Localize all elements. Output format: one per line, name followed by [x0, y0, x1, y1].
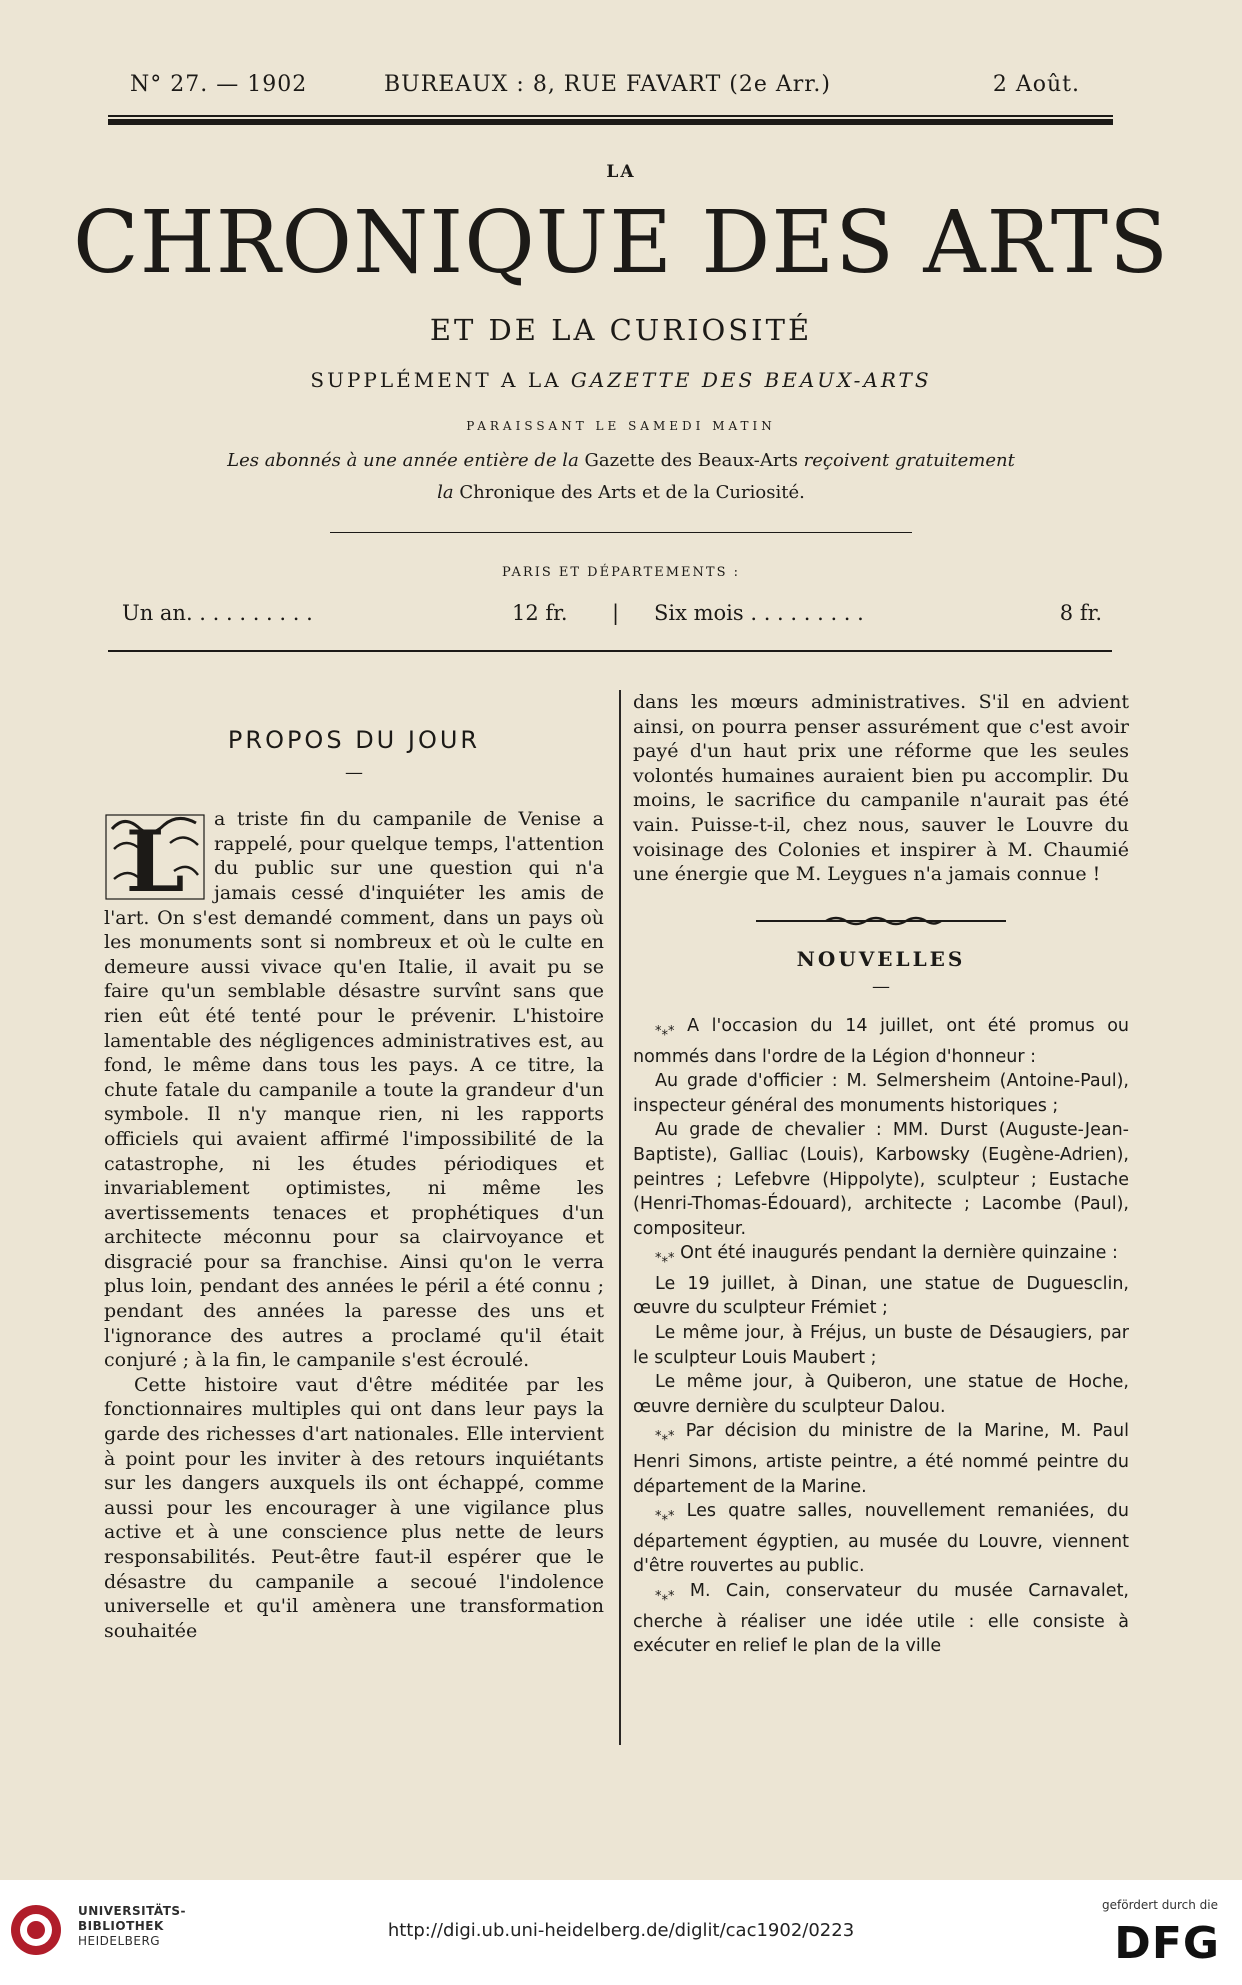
uni-line2: BIBLIOTHEK	[78, 1919, 164, 1933]
uni-line3: HEIDELBERG	[78, 1934, 161, 1948]
asterism-4: *⁎*	[655, 1509, 675, 1525]
masthead-title: CHRONIQUE DES ARTS	[73, 193, 1169, 293]
news-item-1-text: A l'occasion du 14 juillet, ont été promus ou nommés dans l'ordre de la Légion d'honneur :	[633, 1015, 1129, 1067]
subscriber-note-line1	[0, 450, 1242, 471]
subscription-prices	[122, 601, 1102, 631]
news-item-1b: Au grade de chevalier : MM. Durst (Auguste-Jean-Baptiste), Galliac (Louis), Karbowsky (Eugène-Adrien), peintres ; Lefebvre (Hippolyte), sculpteur ; Eustache (Henri-Thomas-Édouard), architecte ; Lacombe (Paul), compositeur.	[633, 1120, 1129, 1239]
supplement-gazette: GAZETTE DES BEAUX-ARTS	[570, 368, 932, 392]
prices-rule	[108, 650, 1112, 652]
subscriber-note-line2	[0, 482, 1242, 503]
subscription-region: PARIS ET DÉPARTEMENTS :	[501, 565, 741, 580]
masthead-divider	[330, 532, 912, 533]
top-rule-thin	[108, 115, 1113, 117]
subscriber-note-a: Les abonnés à une année entière de la	[227, 450, 585, 471]
source-url[interactable]: http://digi.ub.uni-heidelberg.de/diglit/cac1902/0223	[387, 1920, 855, 1941]
bureaux-address: BUREAUX : 8, RUE FAVART (2e Arr.)	[384, 72, 831, 97]
subscriber-note-b: Gazette des Beaux-Arts	[584, 450, 798, 471]
asterism-5: *⁎*	[655, 1589, 675, 1604]
nouvelles-dash: —	[872, 976, 890, 998]
news-item-4	[633, 1499, 1129, 1579]
news-item-1a: Au grade d'officier : M. Selmersheim (Antoine-Paul), inspecteur général des monuments historiques ;	[633, 1071, 1129, 1116]
subscriber-note-c: reçoivent gratuitement	[797, 450, 1015, 471]
news-item-1	[633, 1014, 1129, 1069]
dfg-logo: DFG	[1114, 1918, 1220, 1969]
propos-paragraph-2: Cette histoire vaut d'être méditée par les fonctionnaires multiples qui ont dans leur pays la garde des richesses d'art nationales. Elle intervient à point pour les inviter à des retours inquiétants sur les dangers auxquels ils ont échappé, comme aussi pour les encourager à une vigilance plus active et à une conscience plus nette de leurs responsabilités. Peut-être faut-il espérer que le désastre du campanile a secoué l'indolence universelle et qu'il amènera une transformation souhaitée	[104, 1373, 604, 1642]
issue-date: 2 Août.	[992, 72, 1080, 97]
asterism-2: *⁎*	[655, 1251, 675, 1267]
news-item-2	[633, 1241, 1129, 1272]
section-ornament	[756, 913, 1006, 929]
asterism-1: *⁎*	[655, 1023, 675, 1039]
news-item-2-text: Ont été inaugurés pendant la dernière quinzaine :	[680, 1243, 1118, 1264]
masthead-subtitle: ET DE LA CURIOSITÉ	[429, 313, 813, 347]
news-item-3	[633, 1419, 1129, 1499]
masthead-la: LA	[606, 162, 636, 182]
propos-lead	[104, 807, 604, 1373]
dropcap-l-ornament	[104, 809, 206, 903]
issue-number: N° 27. — 1902	[130, 72, 308, 97]
propos-paragraph-1: a triste fin du campanile de Venise a rappelé, pour quelque temps, l'attention du public sur une question qui n'a jamais cessé d'inquiéter les amis de l'art. On s'est demandé comment, dans un pays où les monuments sont si nombreux et où le culte en demeure aussi vivace qu'en Italie, il avait pu se faire qu'un semblable désastre survînt sans que rien eût été tenté pour le prévenir. L'histoire lamentable des négligences administratives est, au fond, le même dans tous les pays. A ce titre, la chute fatale du campanile a toute la grandeur d'un symbole. Il n'y manque rien, ni les rapports officiels qui avaient affirmé l'impossibilité de la catastrophe, ni les études périodiques et invariablement optimistes, ni même les avertissements tenaces et prophétiques d'un architecte méconnu pour sa clairvoyance et disgracié pour sa franchise. Ainsi qu'on le verra plus loin, pendant des années le péril a été connu ; pendant des années la paresse des uns et l'ignorance des autres a proclamé qu'il était conjuré ; à la fin, le campanile s'est écroulé.	[104, 808, 604, 1372]
news-item-5	[633, 1579, 1129, 1659]
subscriber-note-e: Chronique des Arts et de la Curiosité.	[459, 482, 805, 503]
news-item-3-text: Par décision du ministre de la Marine, M. Paul Henri Simons, artiste peintre, a été nommé peintre du département de la Marine.	[633, 1421, 1129, 1497]
left-column	[104, 690, 604, 1643]
price-separator: |	[612, 601, 620, 625]
news-item-5-text: M. Cain, conservateur du musée Carnavalet, cherche à réaliser une idée utile : elle consiste à exécuter en relief le plan de la ville	[633, 1581, 1129, 1657]
right-column	[633, 690, 1129, 1659]
year-price: 12 fr.	[512, 601, 568, 625]
supplement-line	[0, 368, 1242, 392]
uni-line1: UNIVERSITÄTS-	[78, 1904, 187, 1918]
asterism-3: *⁎*	[655, 1429, 675, 1445]
news-item-2c: Le même jour, à Quiberon, une statue de Hoche, œuvre dernière du sculpteur Dalou.	[633, 1372, 1129, 1417]
funded-by-label: gefördert durch die	[1102, 1898, 1218, 1912]
dropcap-letter: L	[125, 812, 185, 904]
news-item-2a: Le 19 juillet, à Dinan, une statue de Duguesclin, œuvre du sculpteur Frémiet ;	[633, 1273, 1129, 1319]
propos-paragraph-3: dans les mœurs administratives. S'il en advient ainsi, on pourra penser assurément que c'est avoir payé d'un haut prix une réforme que les seules volontés humaines auraient bien pu accomplir. Du moins, le sacrifice du campanile n'aurait pas été vain. Puisse-t-il, chez nous, sauver le Louvre du voisinage des Colonies et inspirer à M. Chaumié une énergie que M. Leygues n'a jamais connue !	[633, 691, 1129, 886]
six-months-price: 8 fr.	[1059, 601, 1102, 625]
year-label: Un an. . . . . . . . . .	[122, 601, 313, 625]
nouvelles-title: NOUVELLES	[796, 946, 966, 971]
supplement-prefix: SUPPLÉMENT A LA	[310, 368, 571, 392]
news-item-2b: Le même jour, à Fréjus, un buste de Désaugiers, par le sculpteur Louis Maubert ;	[633, 1323, 1129, 1368]
propos-dash: —	[345, 761, 363, 783]
news-item-4-text: Les quatre salles, nouvellement remaniées, du département égyptien, au musée du Louvre, viennent d'être rouvertes au public.	[633, 1501, 1129, 1577]
subscriber-note-d: la	[437, 482, 460, 503]
column-divider	[619, 690, 621, 1745]
propos-title: PROPOS DU JOUR	[227, 726, 481, 754]
six-months-label: Six mois . . . . . . . . .	[654, 601, 864, 625]
publication-schedule: PARAISSANT LE SAMEDI MATIN	[466, 419, 776, 433]
top-rule-thick	[108, 119, 1113, 125]
digitization-footer	[0, 1880, 1242, 1985]
